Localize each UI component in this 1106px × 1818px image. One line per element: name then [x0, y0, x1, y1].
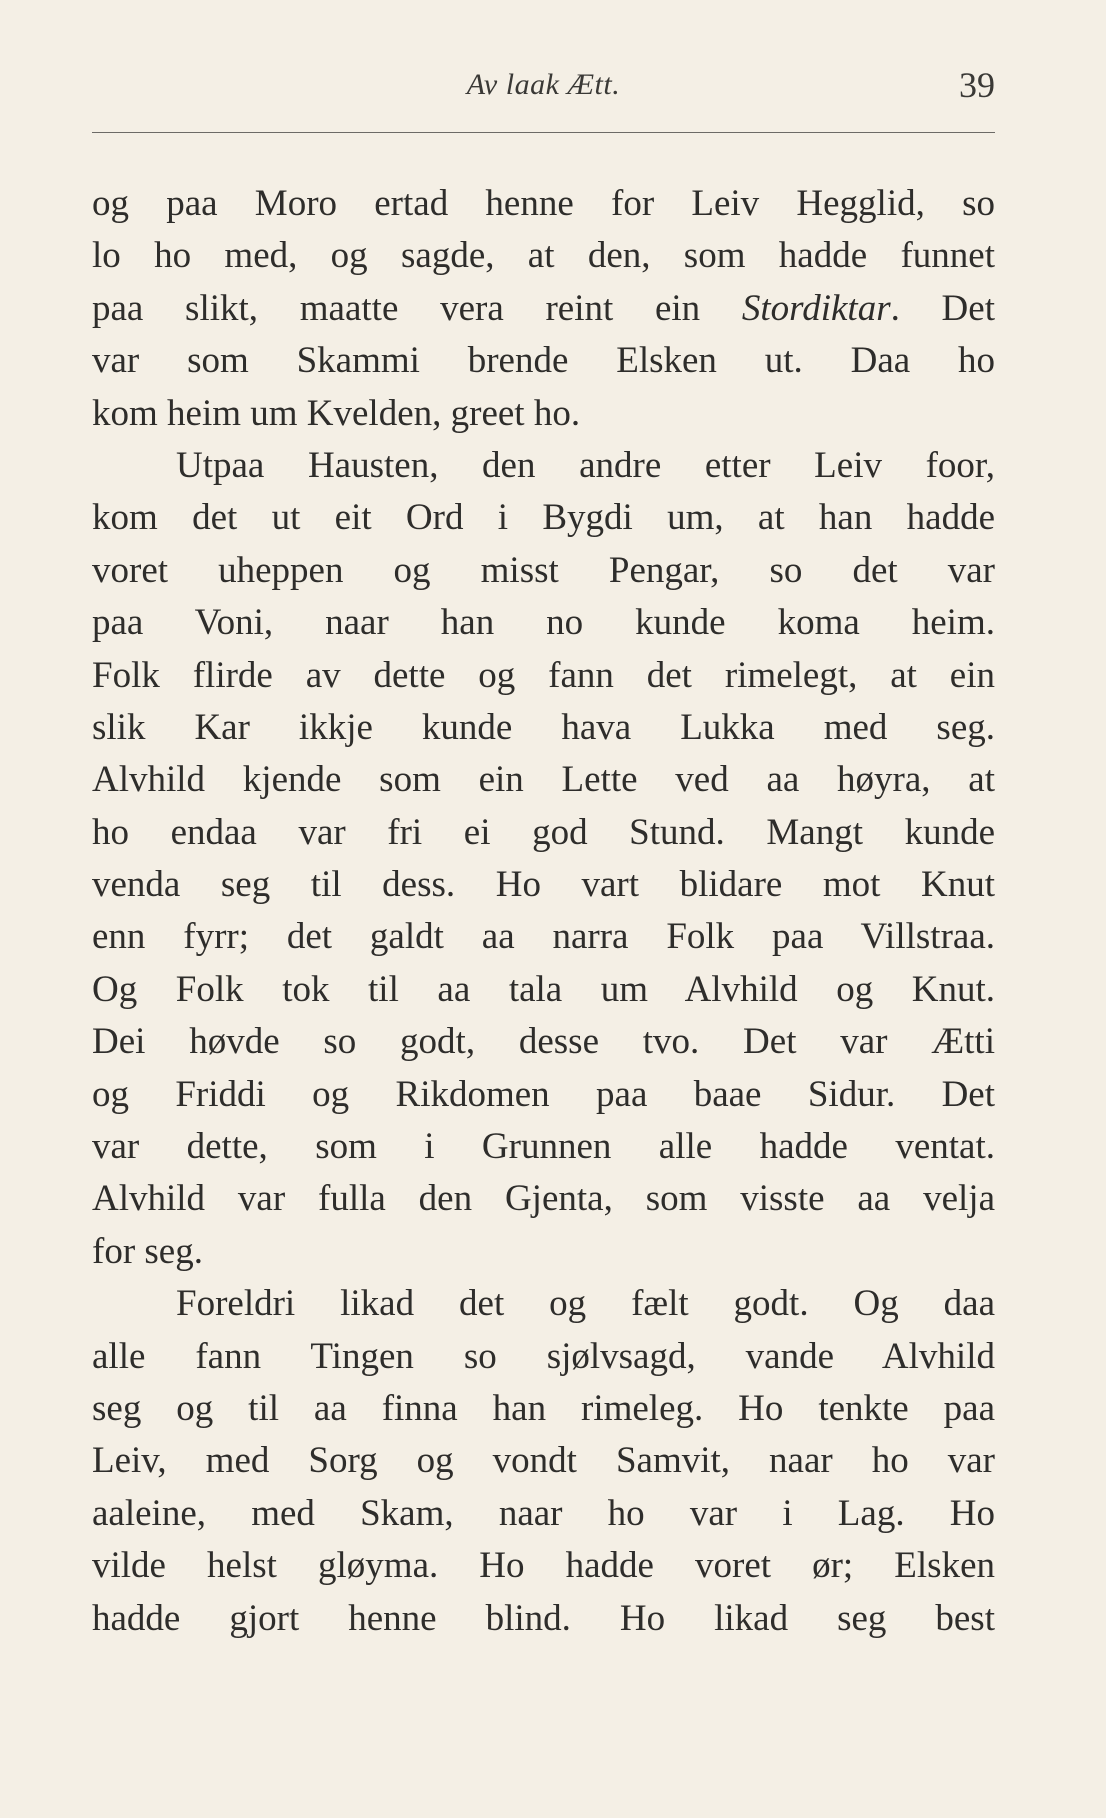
text-line: og Friddi og Rikdomen paa baae Sidur. Det — [92, 1073, 995, 1115]
text-line: ho endaa var fri ei god Stund. Mangt kunde — [92, 811, 995, 853]
text-line — [92, 283, 995, 335]
text-line: hadde gjort henne blind. Ho likad seg best — [92, 1597, 995, 1639]
text-run: . Det — [890, 287, 995, 329]
text-line: slik Kar ikkje kunde hava Lukka med seg. — [92, 706, 995, 748]
text-line: Leiv, med Sorg og vondt Samvit, naar ho var — [92, 1440, 995, 1482]
body-text — [92, 178, 995, 1645]
text-line: Foreldri likad det og fælt godt. Og daa — [176, 1283, 995, 1325]
text-line: var dette, som i Grunnen alle hadde ventat. — [92, 1126, 995, 1168]
text-line: Og Folk tok til aa tala um Alvhild og Knut. — [92, 968, 995, 1010]
text-line: enn fyrr; det galdt aa narra Folk paa Villstraa. — [92, 916, 995, 958]
text-line: vilde helst gløyma. Ho hadde voret ør; Elsken — [92, 1545, 995, 1587]
text-line: alle fann Tingen so sjølvsagd, vande Alvhild — [92, 1335, 995, 1377]
text-line: paa Voni, naar han no kunde koma heim. — [92, 602, 995, 644]
text-line: Utpaa Hausten, den andre etter Leiv foor, — [176, 444, 995, 486]
text-line: aaleine, med Skam, naar ho var i Lag. Ho — [92, 1492, 995, 1534]
page-number: 39 — [959, 65, 995, 105]
italic-word: Stordiktar — [741, 287, 891, 329]
text-line: og paa Moro ertad henne for Leiv Hegglid, so — [92, 183, 995, 224]
text-line: Folk flirde av dette og fann det rimelegt, at ein — [92, 654, 995, 696]
text-line: var som Skammi brende Elsken ut. Daa ho — [92, 340, 995, 382]
header-rule — [92, 132, 995, 133]
running-title: Av laak Ætt. — [466, 68, 621, 101]
text-line: for seg. — [92, 1230, 203, 1272]
text-line: kom heim um Kvelden, greet ho. — [92, 392, 581, 434]
text-line: seg og til aa finna han rimeleg. Ho tenkte paa — [92, 1387, 995, 1429]
running-head — [92, 62, 995, 112]
text-line: voret uheppen og misst Pengar, so det var — [92, 549, 995, 591]
text-run: paa slikt, maatte vera reint ein — [92, 287, 742, 329]
text-line: venda seg til dess. Ho vart blidare mot Knut — [92, 864, 995, 906]
text-line: kom det ut eit Ord i Bygdi um, at han hadde — [92, 497, 995, 539]
text-line: Dei høvde so godt, desse tvo. Det var Ætti — [92, 1021, 995, 1063]
text-line: lo ho med, og sagde, at den, som hadde funnet — [92, 235, 995, 277]
text-line: Alvhild kjende som ein Lette ved aa høyra, at — [92, 759, 995, 801]
text-line: Alvhild var fulla den Gjenta, som visste aa velja — [92, 1178, 995, 1220]
